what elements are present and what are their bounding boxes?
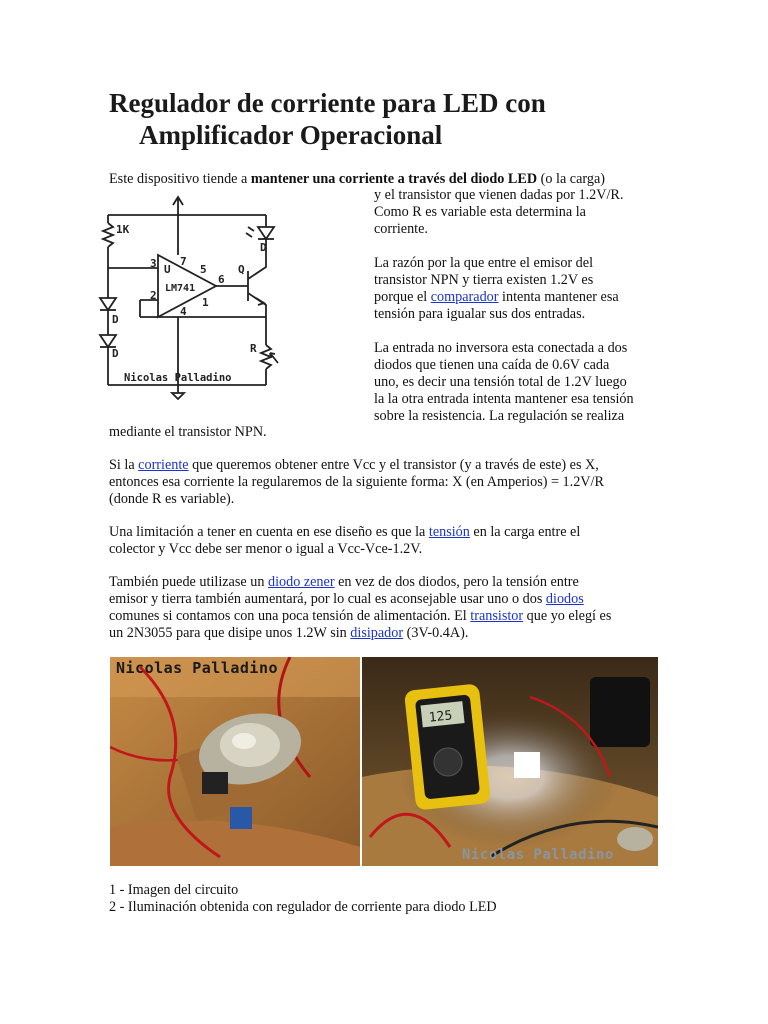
paragraph-zener [109, 574, 669, 642]
label-q: Q [238, 263, 245, 276]
label-pin3: 3 [150, 257, 157, 270]
photo-illustration [110, 657, 658, 866]
meter-reading: 125 [428, 708, 454, 726]
zener-l3 [109, 608, 669, 625]
zener-l4a: un 2N3055 para que disipe unos 1.2W sin [109, 625, 351, 641]
link-transistor[interactable]: transistor [470, 608, 524, 624]
schematic-author: Nicolas Palladino [124, 372, 232, 384]
label-pin7: 7 [180, 255, 187, 268]
zener-a: También puede utilizase un [109, 574, 268, 590]
link-tension[interactable]: tensión [428, 524, 470, 540]
intro-text-a: Este dispositivo tiende a [109, 171, 251, 187]
zener-b: en vez de dos diodos, pero la tensión entre [334, 574, 579, 590]
intro-bold: mantener una corriente a través del diodo LED [250, 171, 538, 187]
circuit-schematic [98, 195, 288, 400]
captions [109, 882, 669, 916]
zener-l4 [109, 625, 669, 642]
zener-l3a: comunes si contamos con una poca tensión de alimentación. El [109, 608, 471, 624]
label-d2: D [112, 347, 119, 360]
zener-l2a: emisor y tierra también aumentará, por lo cual es aconsejable usar uno o dos [109, 591, 546, 607]
photo-watermark-left: Nicolas Palladino [116, 659, 279, 677]
current-l3: (donde R es variable). [109, 491, 235, 507]
right-p1-l2: Como R es variable esta determina la [374, 204, 586, 220]
right-p2-l4: tensión para igualar sus dos entradas. [374, 306, 586, 322]
right-column [374, 187, 674, 425]
current-b: que queremos obtener entre Vcc y el transistor (y a través de este) es X, [188, 457, 599, 473]
intro-line [109, 171, 605, 188]
link-corriente[interactable]: corriente [138, 457, 189, 473]
paragraph-limit [109, 524, 669, 558]
label-pin4: 4 [180, 305, 187, 318]
current-l2: entonces esa corriente la regularemos de la siguiente forma: X (en Amperios) = 1.2V/R [109, 474, 604, 490]
page-title [109, 87, 669, 151]
link-diodo-zener[interactable]: diodo zener [267, 574, 335, 590]
p2-l3b: intenta mantener esa [498, 289, 619, 305]
current-l1 [109, 457, 669, 474]
label-d1: D [112, 313, 119, 326]
zener-l4b: (3V-0.4A). [403, 625, 469, 641]
right-p3-l1: La entrada no inversora esta conectada a dos [374, 340, 628, 356]
right-p3-l5: sobre la resistencia. La regulación se realiza [374, 408, 625, 424]
right-p1-l3: corriente. [374, 221, 428, 237]
p2-l3a: porque el [374, 289, 431, 305]
intro-text-b: (o la carga) [537, 171, 605, 187]
right-p2-l3 [374, 289, 674, 306]
paragraph-current [109, 457, 669, 508]
zener-l3b: que yo elegí es [523, 608, 612, 624]
right-p2-l2: transistor NPN y tierra existen 1.2V es [374, 272, 594, 288]
right-p2-l1: La razón por la que entre el emisor del [374, 255, 594, 271]
limit-a: Una limitación a tener en cuenta en ese diseño es que la [109, 524, 429, 540]
current-a: Si la [109, 457, 139, 473]
vcc-arrow-icon [173, 197, 183, 207]
caption-1: 1 - Imagen del circuito [109, 882, 239, 898]
label-lm741: LM741 [165, 283, 196, 294]
label-u: U [164, 263, 171, 276]
label-pin2: 2 [150, 289, 157, 302]
label-r: R [250, 342, 257, 355]
right-p3-tail: mediante el transistor NPN. [109, 424, 267, 440]
caption-2: 2 - Iluminación obtenida con regulador de corriente para diodo LED [109, 899, 497, 915]
zener-l1 [109, 574, 669, 591]
right-p3-l4: la la otra entrada intenta mantener esa tensión [374, 391, 634, 407]
right-p3-l3: uno, es decir una tensión total de 1.2V luego [374, 374, 627, 390]
link-diodos[interactable]: diodos [545, 591, 584, 607]
label-1k: 1K [116, 223, 130, 236]
title-line-2: Amplificador Operacional [139, 120, 443, 150]
limit-b: en la carga entre el [469, 524, 581, 540]
photo-watermark-right: Nicolas Palladino [462, 847, 614, 863]
label-pin6: 6 [218, 273, 225, 286]
limit-l2: colector y Vcc debe ser menor o igual a Vcc-Vce-1.2V. [109, 541, 423, 557]
limit-l1 [109, 524, 669, 541]
circuit-photo [110, 657, 658, 866]
label-d-led: D [260, 241, 267, 254]
link-comparador[interactable]: comparador [430, 289, 499, 305]
right-p1-l1: y el transistor que vienen dadas por 1.2V/R. [374, 187, 624, 203]
right-p3-l2: diodos que tienen una caída de 0.6V cada [374, 357, 610, 373]
label-pin5: 5 [200, 263, 207, 276]
label-pin1: 1 [202, 296, 209, 309]
title-line-1: Regulador de corriente para LED con [109, 88, 546, 118]
link-disipador[interactable]: disipador [350, 625, 404, 641]
zener-l2 [109, 591, 669, 608]
